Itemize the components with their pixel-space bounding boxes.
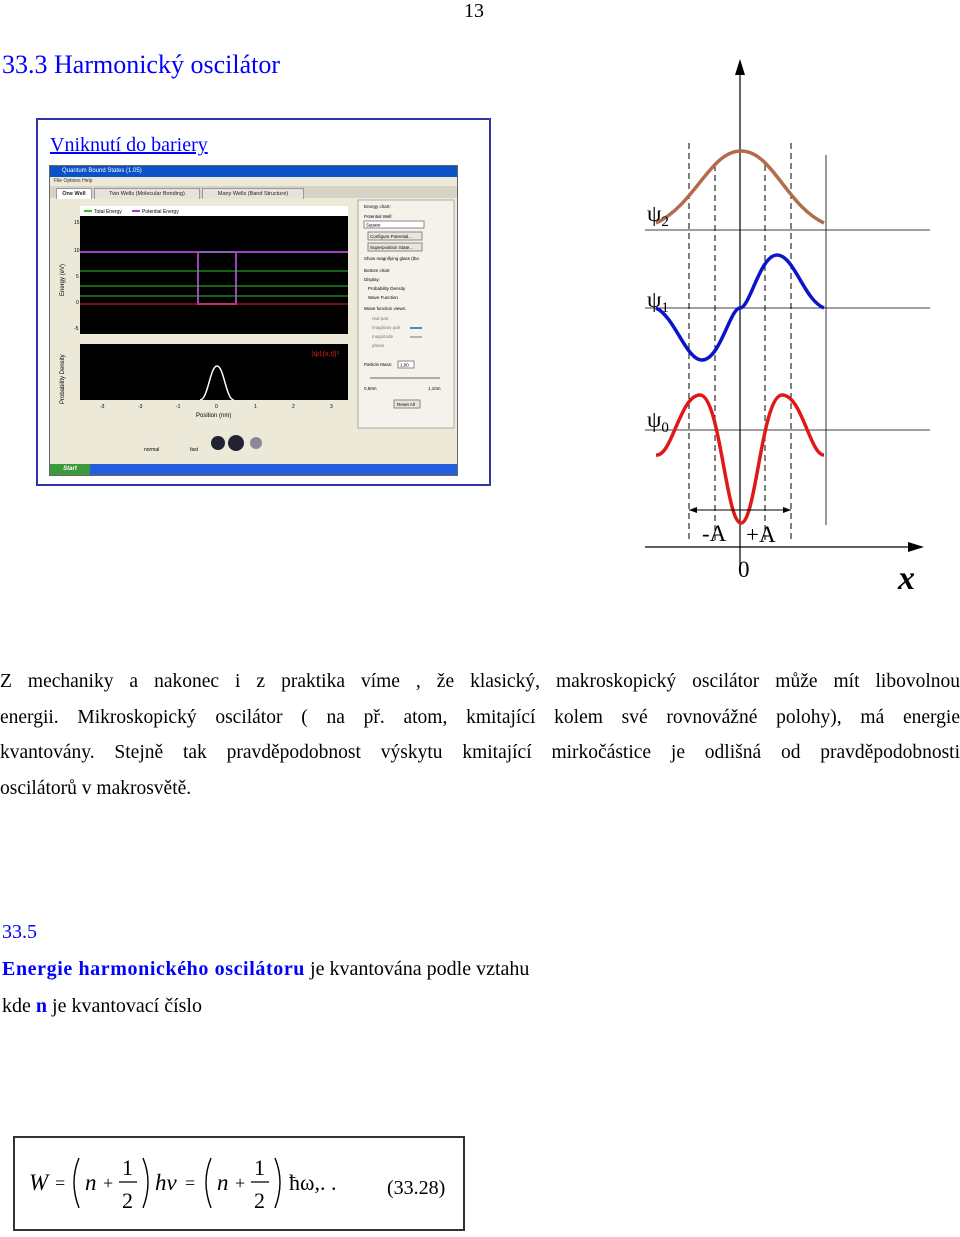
- svg-text:Probability Density: Probability Density: [368, 286, 406, 291]
- quantum-number-n: n: [35, 995, 48, 1017]
- simulation-heading[interactable]: Vniknutí do bariery: [50, 134, 208, 156]
- energy-heading-line: [2, 958, 529, 981]
- x-tick: 1: [254, 404, 257, 410]
- axis-arrow-up: [735, 59, 745, 75]
- x-axis-arrow: [908, 542, 924, 552]
- start-button[interactable]: Start: [50, 464, 90, 475]
- origin-label: 0: [738, 557, 750, 582]
- subsection-number: 33.5: [2, 921, 37, 943]
- energy-plot-bg: [80, 216, 348, 334]
- paren-open-1: [74, 1158, 79, 1208]
- taskbar: [50, 464, 457, 475]
- eq-den-2: 2: [254, 1188, 265, 1213]
- probability-axis-label: Probability Density: [60, 354, 66, 404]
- svg-text:real part: real part: [372, 316, 389, 321]
- energy-heading: Energie harmonického oscilátoru: [2, 958, 306, 980]
- psi1-label: $\psi_1$: [647, 287, 669, 316]
- speed-normal: normal: [144, 447, 160, 453]
- quantum-number-line: kde n je kvantovací číslo: [2, 995, 202, 1017]
- minus-a-label: -A: [702, 521, 727, 546]
- legend-total: Total Energy: [94, 209, 122, 215]
- svg-text:Wave function views:: Wave function views:: [364, 306, 407, 311]
- svg-text:Superposition State...: Superposition State...: [370, 245, 414, 250]
- sim-plots: [50, 166, 457, 475]
- paragraph-line: Z mechaniky a nakonec i z praktika víme , že klasický, makroskopický oscilátor může mít libovolnou: [0, 671, 960, 692]
- wavefunction-diagram: [560, 55, 960, 615]
- svg-text:magnitude: magnitude: [372, 334, 394, 339]
- tab-one-well[interactable]: One Well: [56, 188, 92, 199]
- eq-plus-1: +: [103, 1173, 114, 1193]
- tab-many-wells[interactable]: Many Wells (Band Structure): [202, 188, 304, 199]
- sim-menu: File Options Help: [54, 178, 93, 184]
- svg-text:0,50m: 0,50m: [364, 386, 377, 391]
- svg-text:Particle Mass:: Particle Mass:: [364, 362, 393, 367]
- page-number: 13: [464, 0, 484, 22]
- energy-axis-label: Energy (eV): [60, 263, 66, 296]
- equation-33-28: [15, 1138, 463, 1229]
- eq-h-nu: hν: [155, 1170, 177, 1195]
- svg-text:Configure Potential...: Configure Potential...: [370, 234, 413, 239]
- tab-two-wells[interactable]: Two Wells (Molecular Bonding): [94, 188, 200, 199]
- sim-window-title: Quantum Bound States (1.05): [50, 166, 457, 177]
- rewind-button[interactable]: [211, 436, 225, 450]
- eq-num-1: 1: [122, 1155, 133, 1180]
- x-tick: -1: [176, 404, 181, 410]
- step-button[interactable]: [250, 437, 262, 449]
- eq-plus-2: +: [235, 1173, 246, 1193]
- energy-tick: 15: [74, 220, 80, 226]
- intro-paragraph: [0, 664, 960, 806]
- legend-potential: Potential Energy: [142, 209, 179, 215]
- paragraph-line: kvantovány. Stejně tak pravděpodobnost výskytu kmitající mirkočástice je odlišná od pravděpodobnosti: [0, 742, 960, 763]
- probability-plot-bg: [80, 344, 348, 400]
- eq-W: W: [29, 1170, 49, 1195]
- simulation-screenshot: [49, 165, 458, 476]
- svg-text:Reset All: Reset All: [397, 402, 415, 407]
- energy-tick: 5: [76, 274, 79, 280]
- svg-text:Wave Function: Wave Function: [368, 295, 398, 300]
- svg-text:1,10m: 1,10m: [428, 386, 441, 391]
- svg-text:Square: Square: [366, 222, 381, 228]
- svg-text:Bottom chart: Bottom chart: [364, 268, 390, 273]
- eq-den-1: 2: [122, 1188, 133, 1213]
- pause-button[interactable]: [228, 435, 244, 451]
- energy-heading-rest: je kvantována podle vztahu: [305, 958, 530, 980]
- svg-text:1,00: 1,00: [400, 362, 409, 368]
- position-axis-label: Position (nm): [196, 413, 232, 419]
- svg-text:phase: phase: [372, 343, 385, 348]
- speed-fast: fast: [190, 447, 199, 453]
- psi-label: |ψ1(x,t)|²: [312, 351, 339, 358]
- eq-n-2: n: [217, 1170, 229, 1195]
- svg-text:imaginary part: imaginary part: [372, 325, 401, 330]
- x-tick: 2: [292, 404, 295, 410]
- paren-close-1: [143, 1158, 148, 1208]
- eq-equals-2: =: [185, 1173, 196, 1193]
- x-tick: 0: [215, 404, 218, 410]
- x-tick: -3: [100, 404, 105, 410]
- paren-close-2: [275, 1158, 280, 1208]
- section-title: 33.3 Harmonický oscilátor: [2, 50, 280, 79]
- x-label: x: [898, 560, 915, 597]
- plus-a-label: +A: [746, 522, 776, 547]
- x-tick: 3: [330, 404, 333, 410]
- svg-text:Show magnifying glass (tbo: Show magnifying glass (tbo: [364, 256, 420, 261]
- paragraph-line: energii. Mikroskopický oscilátor ( na př. atom, kmitající kolem své rovnovážné polohy), má energie: [0, 706, 960, 728]
- energy-tick: 0: [76, 300, 79, 306]
- eq-hbar-omega: ħω,. .: [289, 1170, 337, 1195]
- eq-num-2: 1: [254, 1155, 265, 1180]
- psi0-label: $\psi_0$: [647, 407, 669, 436]
- energy-tick: -5: [74, 326, 79, 332]
- eq-equals-1: =: [55, 1173, 66, 1193]
- svg-text:Energy chart:: Energy chart:: [364, 204, 391, 209]
- paren-open-2: [206, 1158, 211, 1208]
- eq-number: (33.28): [387, 1177, 446, 1199]
- paragraph-line: oscilátorů v makrosvětě.: [0, 777, 192, 799]
- x-tick: -3: [138, 404, 143, 410]
- svg-text:Potential Well:: Potential Well:: [364, 214, 393, 219]
- psi2-label: $\psi_2$: [647, 201, 669, 230]
- eq-n-1: n: [85, 1170, 97, 1195]
- energy-tick: 10: [74, 248, 80, 254]
- svg-text:Display:: Display:: [364, 277, 381, 282]
